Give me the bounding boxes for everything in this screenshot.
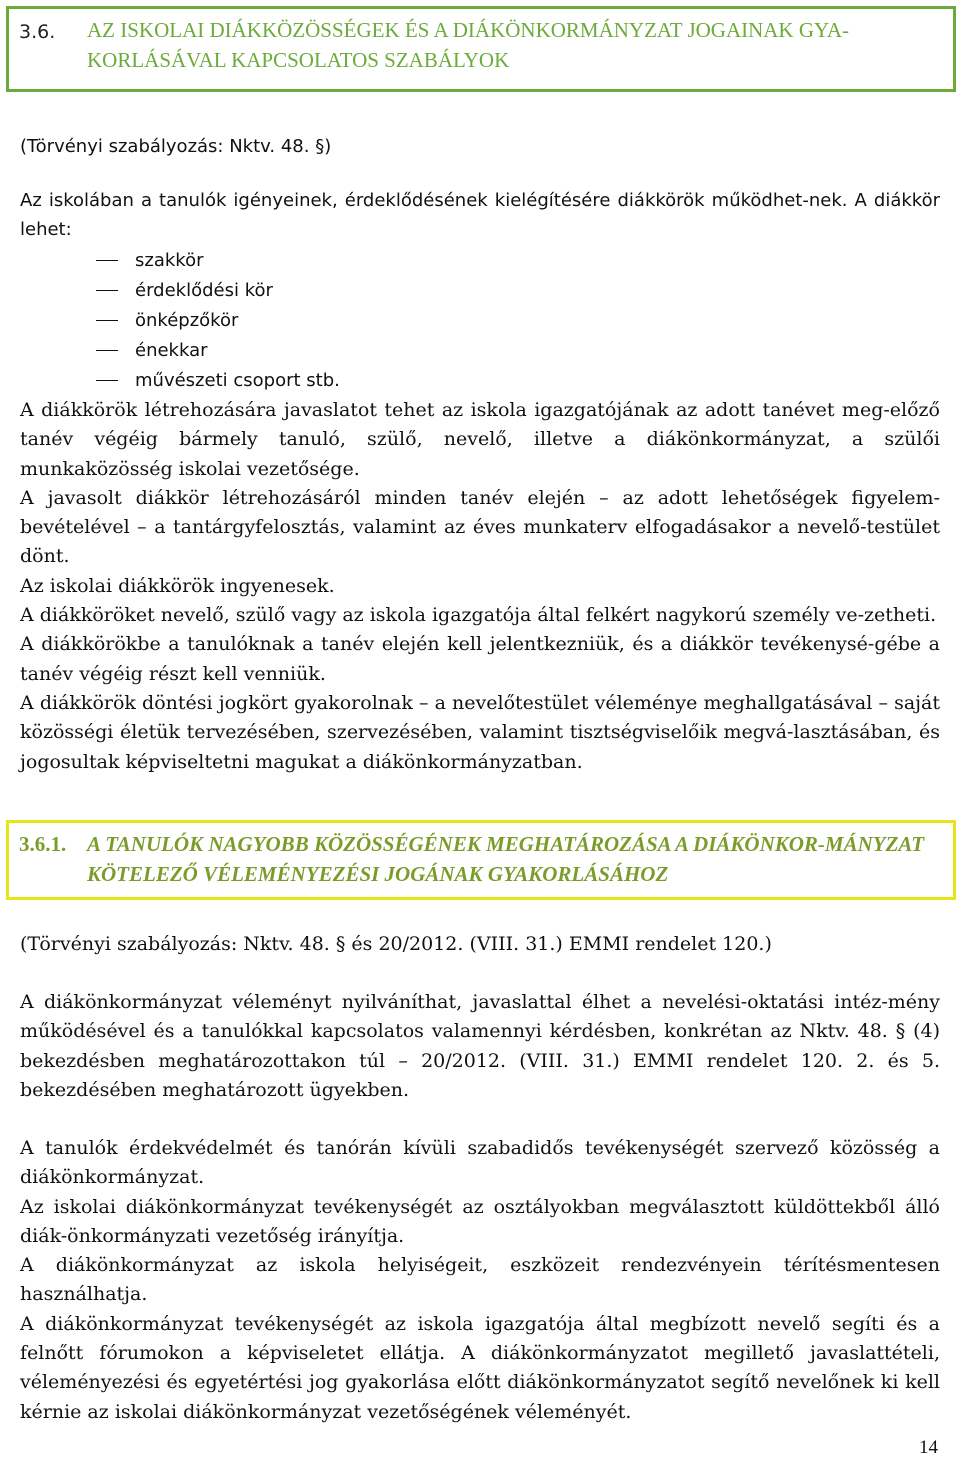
- intro-paragraph: [20, 186, 940, 245]
- section-number: 3.6.1.: [19, 832, 67, 856]
- list-item: [20, 246, 940, 276]
- body-paragraph: A javasolt diákkör létrehozásáról minden tanév elején – az adott lehetőségek figyelem-bevételével – a tantárgyfelosztás, valamint az éves munkaterv elfogadásakor a nevelő-testület dönt.: [20, 486, 940, 568]
- section-heading-3-6-1: [6, 820, 956, 900]
- section2-body: [20, 1134, 940, 1427]
- dash-bullet: [96, 320, 118, 321]
- dash-bullet: [96, 260, 118, 261]
- list-item: [20, 306, 940, 336]
- list-item-text: művészeti csoport stb.: [135, 370, 340, 391]
- list-item-text: érdeklődési kör: [135, 280, 273, 301]
- intro-text: Az iskolában a tanulók igényeinek, érdeklődésének kielégítésére diákkörök működhet-nek. A diákkör lehet:: [20, 190, 940, 241]
- section1-body: [20, 396, 940, 777]
- list-item-text: szakkör: [135, 250, 204, 271]
- body-paragraph: A tanulók érdekvédelmét és tanórán kívüli szabadidős tevékenységét szervező közösség a diákönkormányzat.: [20, 1137, 940, 1189]
- body-paragraph: A diákönkormányzat az iskola helyiségeit, eszközeit rendezvényein térítésmentesen használhatja.: [20, 1254, 940, 1306]
- body-paragraph: A diákköröket nevelő, szülő vagy az iskola igazgatója által felkért nagykorú személy ve-zetheti.: [20, 604, 937, 627]
- list-item: [20, 366, 940, 396]
- list-item-text: önképzőkör: [135, 310, 239, 331]
- list-item-text: énekkar: [135, 340, 208, 361]
- section-title: A TANULÓK NAGYOBB KÖZÖSSÉGÉNEK MEGHATÁROZÁSA A DIÁKÖNKOR-MÁNYZAT KÖTELEZŐ VÉLEMÉNYEZÉSI JOGÁNAK GYAKORLÁSÁHOZ: [87, 832, 925, 886]
- section-number: 3.6.: [19, 21, 56, 43]
- list-item: [20, 276, 940, 306]
- body-paragraph: Az iskolai diákönkormányzat tevékenységét az osztályokban megválasztott küldöttekből álló diák-önkormányzati vezetőség irányítja.: [20, 1195, 940, 1247]
- dash-bullet: [96, 380, 118, 381]
- body-paragraph: A diákkörök döntési jogkört gyakorolnak – a nevelőtestület véleménye meghallgatásával – saját közösségi életük tervezésében, szervezésében, valamint tisztségviselőik megvá-lasztásában, és jogosultak képviseltetni magukat a diákönkormányzatban.: [20, 691, 940, 773]
- page-number: 14: [919, 1437, 938, 1458]
- dash-bullet: [96, 350, 118, 351]
- body-paragraph: A diákönkormányzat tevékenységét az iskola igazgatója által megbízott nevelő segíti és a felnőtt fórumokon a képviseletet ellátja. A diákönkormányzatot megillető javaslattételi, véleményezési és egyetértési jog gyakorlása előtt diákönkormányzatot segítő nevelőnek ki kell kérnie az iskolai diákönkormányzat vezetőségének véleményét.: [20, 1312, 940, 1423]
- body-paragraph: A diákkörökbe a tanulóknak a tanév elején kell jelentkezniük, és a diákkör tevékenysé-gébe a tanév végéig részt kell venniük.: [20, 633, 940, 685]
- list-item: [20, 336, 940, 366]
- section-title: AZ ISKOLAI DIÁKKÖZÖSSÉGEK ÉS A DIÁKÖNKORMÁNYZAT JOGAINAK GYA-KORLÁSÁVAL KAPCSOLATOS SZABÁLYOK: [87, 18, 850, 72]
- dash-bullet: [96, 290, 118, 291]
- section2-paragraph-a: [20, 988, 940, 1105]
- legal-reference-2: [20, 930, 940, 959]
- body-paragraph: A diákkörök létrehozására javaslatot tehet az iskola igazgatójának az adott tanévet meg-előző tanév végéig bármely tanuló, szülő, nevelő, illetve a diákönkormányzat, a szülői munkaközösség iskolai vezetősége.: [20, 399, 940, 480]
- legal-reference: [20, 132, 940, 161]
- legal-ref-text: (Törvényi szabályozás: Nktv. 48. §): [20, 136, 332, 157]
- body-paragraph: Az iskolai diákkörök ingyenesek.: [20, 574, 335, 597]
- body-paragraph: A diákönkormányzat véleményt nyilváníthat, javaslattal élhet a nevelési-oktatási intéz-mény működésével és a tanulókkal kapcsolatos valamennyi kérdésben, konkrétan az Nktv. 48. § (4) bekezdésben meghatározottakon túl – 20/2012. (VIII. 31.) EMMI rendelet 120. 2. és 5. bekezdésében meghatározott ügyekben.: [20, 991, 940, 1101]
- diakkor-type-list: [20, 246, 940, 396]
- section-heading-3-6: [6, 6, 956, 92]
- legal-ref-text: (Törvényi szabályozás: Nktv. 48. § és 20/2012. (VIII. 31.) EMMI rendelet 120.): [20, 933, 772, 955]
